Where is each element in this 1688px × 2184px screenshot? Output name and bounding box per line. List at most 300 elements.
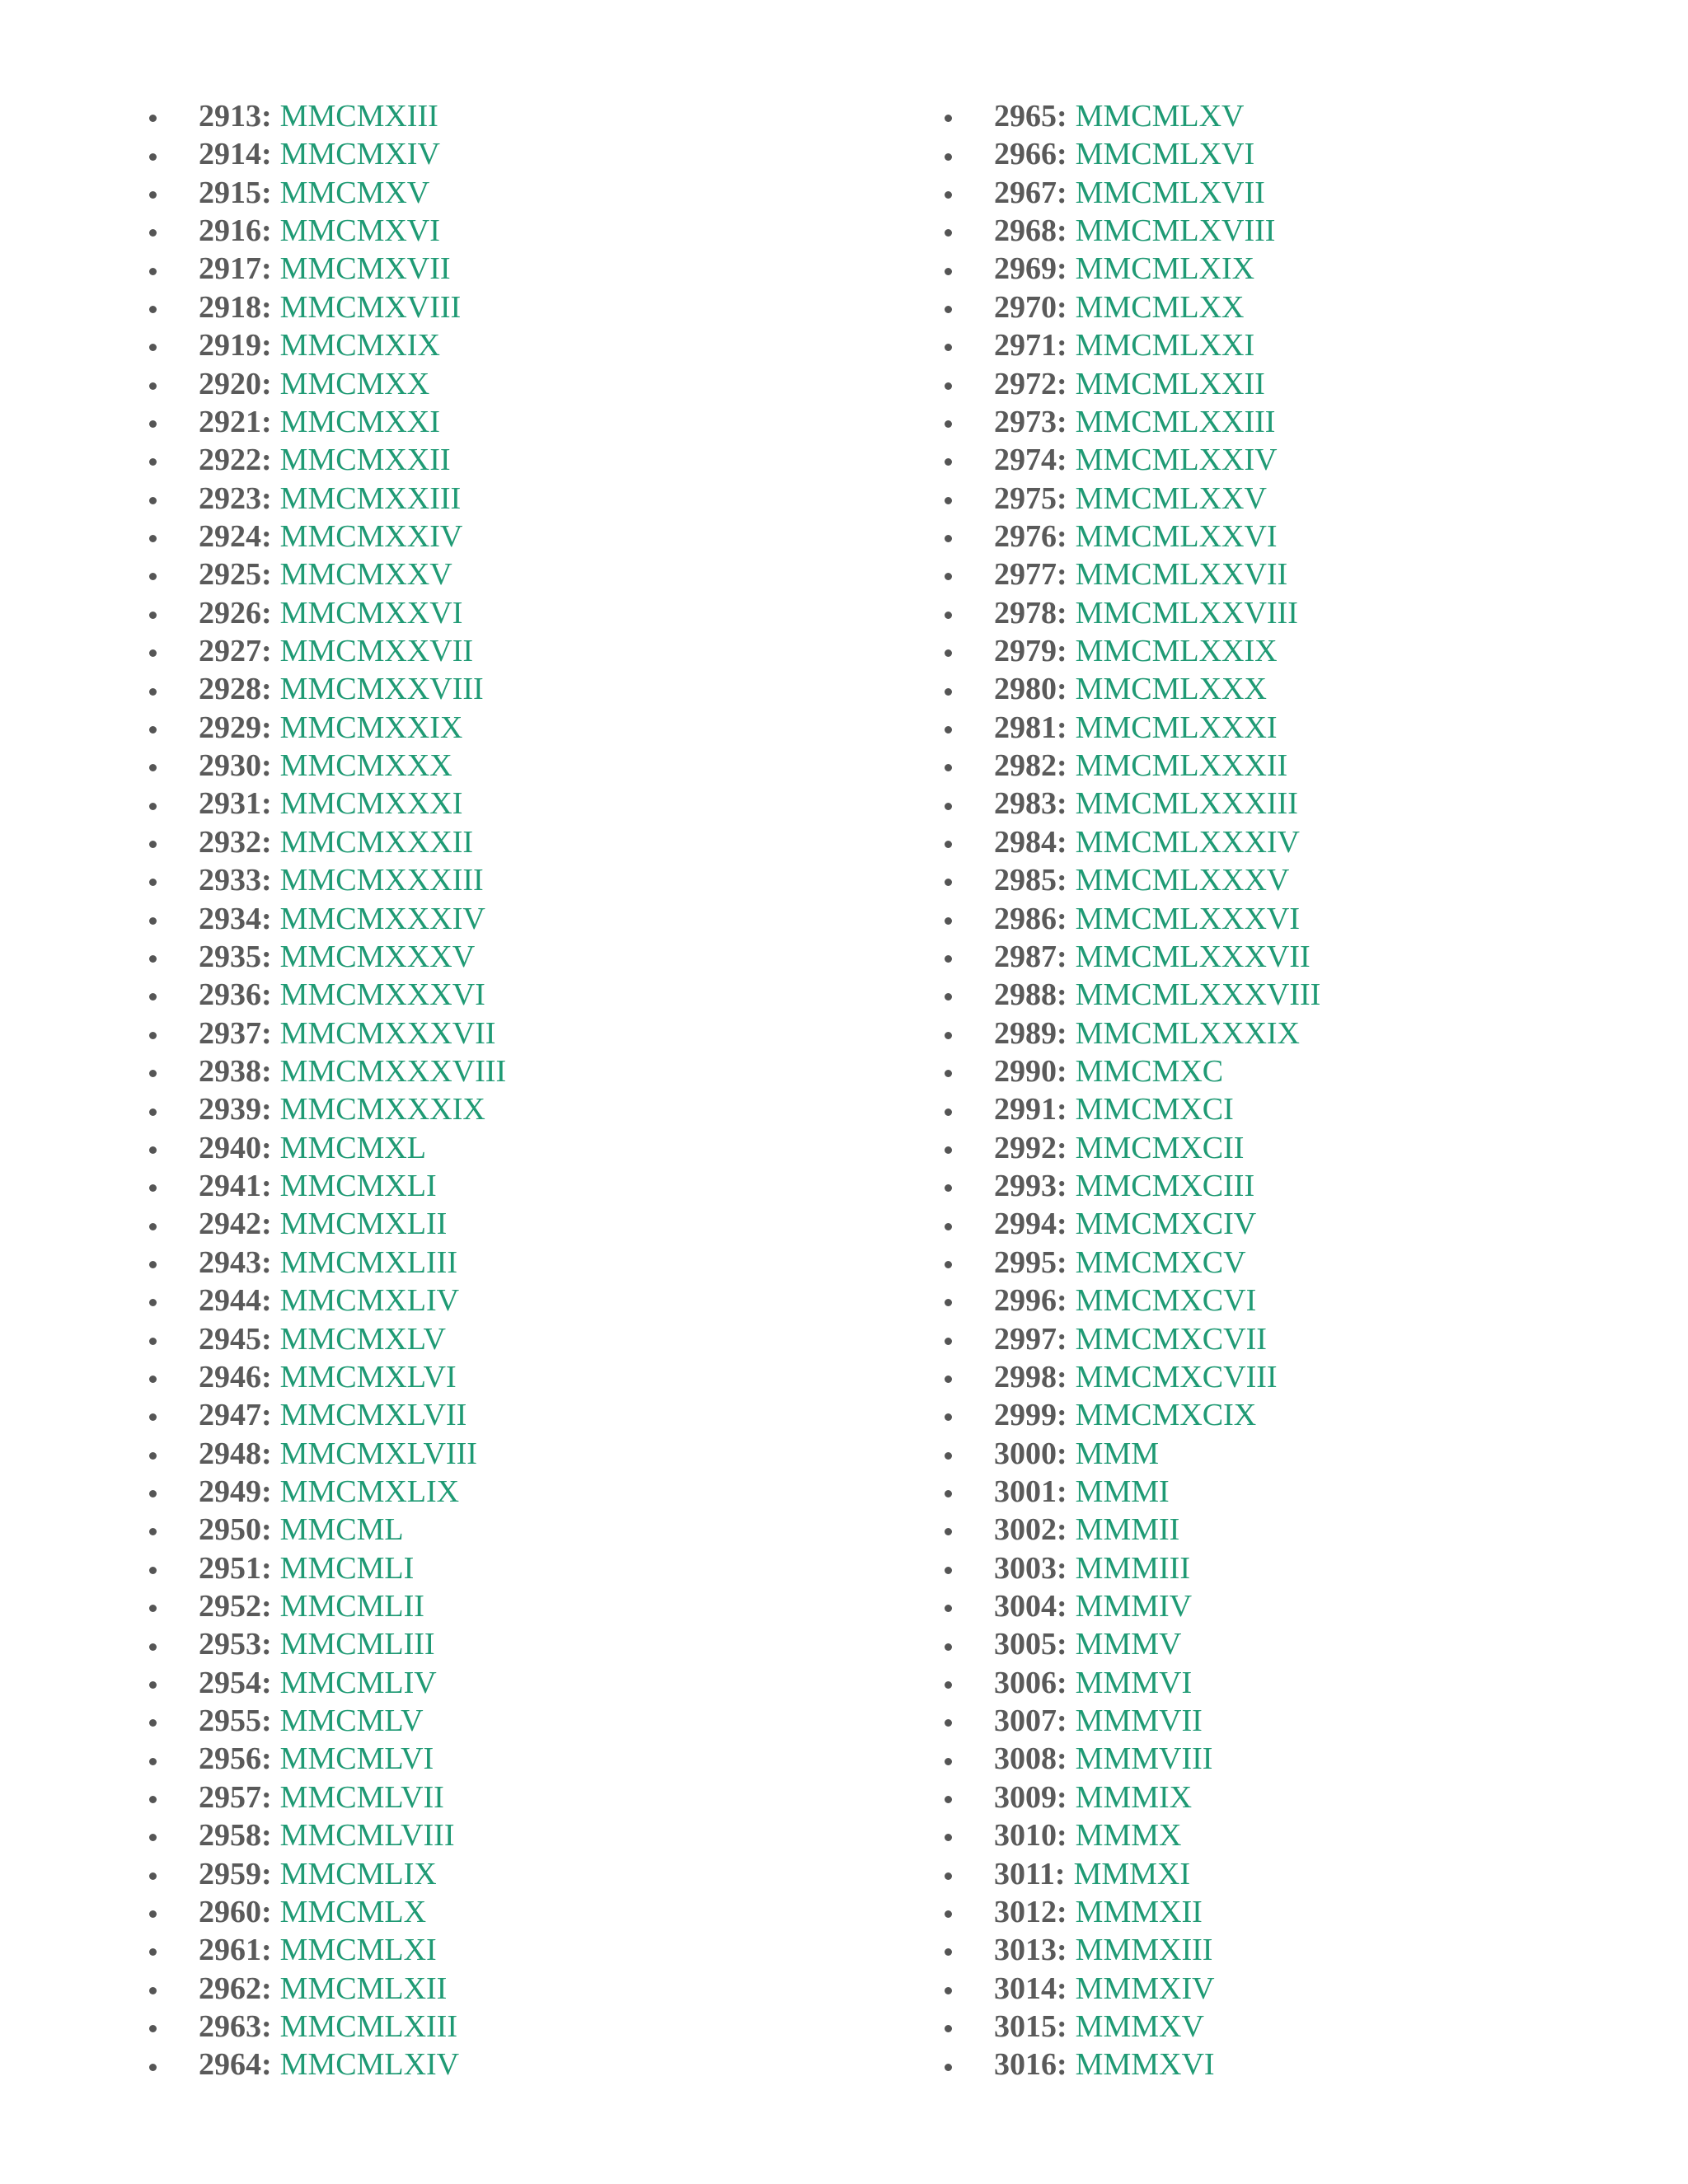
bullet-icon	[149, 1299, 157, 1306]
bullet-icon	[945, 1413, 952, 1421]
bullet-icon	[149, 2064, 157, 2071]
bullet-icon	[149, 115, 157, 122]
roman-numeral: MMCMXXXVII	[279, 1015, 496, 1051]
separator-colon: :	[261, 1359, 272, 1394]
roman-numeral: MMCMXXXIV	[279, 901, 485, 936]
separator-colon: :	[261, 939, 272, 974]
bullet-icon	[945, 1490, 952, 1497]
roman-numeral: MMCMXCIX	[1075, 1398, 1257, 1433]
list-item	[940, 1167, 1320, 1205]
roman-numeral: MMCMXIX	[279, 328, 440, 363]
bullet-icon	[149, 191, 157, 199]
arabic-number: 2927	[199, 634, 261, 669]
separator-colon: :	[1057, 99, 1067, 134]
list-item	[144, 1511, 506, 1549]
bullet-icon	[945, 1261, 952, 1268]
list-item	[144, 594, 506, 632]
roman-numeral: MMCMXXI	[279, 404, 440, 439]
roman-numeral: MMM	[1075, 1436, 1160, 1471]
roman-numeral: MMCMLXXVIII	[1075, 595, 1298, 630]
list-item	[940, 2008, 1320, 2046]
arabic-number: 2974	[994, 443, 1057, 478]
list-item	[940, 1931, 1320, 1969]
separator-colon: :	[261, 289, 272, 325]
bullet-icon	[945, 764, 952, 771]
roman-numeral: MMCMXXIX	[279, 710, 463, 745]
separator-colon: :	[261, 1971, 272, 2006]
roman-numeral: MMCMXCIII	[1075, 1169, 1255, 1204]
list-item	[144, 1205, 506, 1243]
arabic-number: 2963	[199, 2008, 261, 2044]
roman-numeral: MMCMXXXIX	[279, 1092, 485, 1127]
list-item	[144, 1702, 506, 1740]
bullet-icon	[149, 458, 157, 466]
bullet-icon	[945, 1872, 952, 1880]
arabic-number: 2964	[199, 2047, 261, 2083]
separator-colon: :	[261, 1818, 272, 1854]
list-item	[940, 1587, 1320, 1625]
bullet-icon	[945, 497, 952, 504]
arabic-number: 2987	[994, 939, 1057, 974]
arabic-number: 2960	[199, 1894, 261, 1929]
bullet-icon	[149, 1146, 157, 1154]
roman-numeral: MMMXII	[1075, 1894, 1203, 1929]
bullet-icon	[945, 1948, 952, 1956]
arabic-number: 2942	[199, 1207, 261, 1242]
separator-colon: :	[1057, 2047, 1067, 2083]
bullet-icon	[149, 1758, 157, 1765]
separator-colon: :	[1057, 404, 1067, 439]
arabic-number: 3014	[994, 1971, 1057, 2006]
bullet-icon	[149, 803, 157, 810]
list-item	[940, 1244, 1320, 1282]
bullet-icon	[945, 1108, 952, 1116]
list-item	[940, 1129, 1320, 1167]
roman-numeral: MMCMXLVI	[279, 1359, 457, 1394]
separator-colon: :	[1057, 175, 1067, 210]
arabic-number: 2932	[199, 824, 261, 860]
arabic-number: 2965	[994, 99, 1057, 134]
separator-colon: :	[261, 901, 272, 936]
separator-colon: :	[261, 2047, 272, 2083]
list-item	[940, 900, 1320, 938]
separator-colon: :	[261, 1933, 272, 1968]
roman-numeral: MMCMXXVI	[279, 595, 463, 630]
separator-colon: :	[1054, 1856, 1066, 1891]
list-item	[144, 174, 506, 212]
separator-colon: :	[1057, 1894, 1067, 1929]
separator-colon: :	[1057, 213, 1067, 249]
list-item	[144, 1931, 506, 1969]
roman-numeral: MMCMLXXXIX	[1075, 1015, 1301, 1051]
list-item	[144, 900, 506, 938]
numeral-list-left	[144, 97, 506, 2084]
roman-numeral: MMMIV	[1075, 1589, 1193, 1624]
separator-colon: :	[261, 213, 272, 249]
separator-colon: :	[1057, 977, 1067, 1013]
arabic-number: 2954	[199, 1665, 261, 1700]
list-item	[144, 2046, 506, 2083]
separator-colon: :	[261, 595, 272, 630]
arabic-number: 2933	[199, 863, 261, 898]
list-item	[144, 288, 506, 326]
separator-colon: :	[261, 1207, 272, 1242]
roman-numeral: MMCMXVIII	[279, 289, 462, 325]
arabic-number: 2914	[199, 137, 261, 172]
list-item	[144, 250, 506, 288]
roman-numeral: MMCMXXIV	[279, 518, 463, 554]
bullet-icon	[149, 1643, 157, 1651]
separator-colon: :	[261, 137, 272, 172]
separator-colon: :	[1057, 1512, 1067, 1548]
list-item	[144, 823, 506, 861]
list-item	[940, 1473, 1320, 1511]
bullet-icon	[945, 1528, 952, 1535]
bullet-icon	[149, 1796, 157, 1803]
bullet-icon	[149, 649, 157, 657]
bullet-icon	[149, 229, 157, 237]
separator-colon: :	[1057, 595, 1067, 630]
arabic-number: 2973	[994, 404, 1057, 439]
arabic-number: 2967	[994, 175, 1057, 210]
arabic-number: 2937	[199, 1015, 261, 1051]
arabic-number: 2959	[199, 1856, 261, 1891]
arabic-number: 2944	[199, 1283, 261, 1319]
separator-colon: :	[1057, 1550, 1067, 1586]
bullet-icon	[945, 1719, 952, 1727]
bullet-icon	[149, 1567, 157, 1574]
list-item	[940, 1855, 1320, 1893]
arabic-number: 2948	[199, 1436, 261, 1471]
bullet-icon	[945, 2064, 952, 2071]
roman-numeral: MMCMLXXXI	[1075, 710, 1278, 745]
arabic-number: 2919	[199, 328, 261, 363]
list-item	[144, 1167, 506, 1205]
separator-colon: :	[1057, 557, 1067, 593]
list-item	[940, 174, 1320, 212]
list-item	[940, 1435, 1320, 1473]
roman-numeral: MMCMXCVII	[1075, 1321, 1267, 1357]
list-item	[144, 632, 506, 670]
arabic-number: 2988	[994, 977, 1057, 1013]
bullet-icon	[945, 229, 952, 237]
list-item	[144, 1282, 506, 1319]
arabic-number: 2947	[199, 1398, 261, 1433]
bullet-icon	[149, 382, 157, 390]
arabic-number: 2976	[994, 518, 1057, 554]
roman-numeral: MMCMLXVIII	[1075, 213, 1276, 249]
separator-colon: :	[261, 863, 272, 898]
separator-colon: :	[1057, 1933, 1067, 1968]
list-item	[940, 518, 1320, 555]
arabic-number: 3008	[994, 1741, 1057, 1777]
roman-numeral: MMCMLXVI	[1075, 137, 1255, 172]
list-item	[144, 747, 506, 785]
arabic-number: 3003	[994, 1550, 1057, 1586]
arabic-number: 2930	[199, 748, 261, 784]
roman-numeral: MMMVII	[1075, 1704, 1203, 1739]
arabic-number: 2961	[199, 1933, 261, 1968]
arabic-number: 3004	[994, 1589, 1057, 1624]
list-item	[144, 135, 506, 173]
roman-numeral: MMCMXXIII	[279, 480, 462, 516]
list-item	[144, 1816, 506, 1854]
bullet-icon	[149, 879, 157, 886]
separator-colon: :	[261, 1704, 272, 1739]
list-item	[144, 1855, 506, 1893]
separator-colon: :	[1057, 1971, 1067, 2006]
roman-numeral: MMCMLXXXVI	[1075, 901, 1301, 936]
arabic-number: 2998	[994, 1359, 1057, 1394]
separator-colon: :	[1057, 1704, 1067, 1739]
bullet-icon	[945, 306, 952, 313]
arabic-number: 2921	[199, 404, 261, 439]
numeral-list-right	[940, 97, 1320, 2084]
bullet-icon	[149, 497, 157, 504]
bullet-icon	[945, 955, 952, 963]
list-item	[940, 365, 1320, 403]
roman-numeral: MMCMXXXV	[279, 939, 476, 974]
arabic-number: 2999	[994, 1398, 1057, 1433]
roman-numeral: MMCMXXXI	[279, 786, 463, 822]
roman-numeral: MMMXIV	[1075, 1971, 1215, 2006]
separator-colon: :	[1057, 480, 1067, 516]
separator-colon: :	[261, 1589, 272, 1624]
separator-colon: :	[261, 1321, 272, 1357]
arabic-number: 2956	[199, 1741, 261, 1777]
list-item	[144, 938, 506, 976]
arabic-number: 2925	[199, 557, 261, 593]
arabic-number: 2941	[199, 1169, 261, 1204]
arabic-number: 2946	[199, 1359, 261, 1394]
roman-numeral: MMCMLXXVII	[1075, 557, 1288, 593]
list-item	[144, 212, 506, 250]
arabic-number: 3002	[994, 1512, 1057, 1548]
list-item	[144, 785, 506, 823]
bullet-icon	[149, 688, 157, 696]
bullet-icon	[945, 1070, 952, 1077]
list-item	[144, 1549, 506, 1587]
separator-colon: :	[261, 366, 272, 401]
bullet-icon	[945, 1834, 952, 1841]
list-item	[940, 1282, 1320, 1319]
separator-colon: :	[261, 443, 272, 478]
roman-numeral: MMCMXC	[1075, 1053, 1224, 1089]
arabic-number: 2934	[199, 901, 261, 936]
bullet-icon	[149, 1070, 157, 1077]
bullet-icon	[149, 306, 157, 313]
separator-colon: :	[1057, 1627, 1067, 1662]
separator-colon: :	[261, 1474, 272, 1509]
bullet-icon	[945, 1376, 952, 1383]
bullet-icon	[945, 191, 952, 199]
list-item	[940, 1549, 1320, 1587]
list-item	[144, 1587, 506, 1625]
roman-numeral: MMCMXLIII	[279, 1244, 457, 1280]
roman-numeral: MMCMLXXXIV	[1075, 824, 1301, 860]
arabic-number: 3005	[994, 1627, 1057, 1662]
roman-numeral: MMCMLIII	[279, 1627, 435, 1662]
bullet-icon	[945, 115, 952, 122]
roman-numeral: MMCMXLIV	[279, 1283, 460, 1319]
list-item	[940, 1090, 1320, 1128]
list-item	[940, 976, 1320, 1014]
arabic-number: 2979	[994, 634, 1057, 669]
arabic-number: 2936	[199, 977, 261, 1013]
list-item	[144, 1740, 506, 1778]
list-item	[940, 441, 1320, 479]
arabic-number: 3007	[994, 1704, 1057, 1739]
list-item	[940, 2046, 1320, 2083]
separator-colon: :	[1057, 1130, 1067, 1165]
list-item	[144, 861, 506, 899]
arabic-number: 3006	[994, 1665, 1057, 1700]
roman-numeral: MMCML	[279, 1512, 404, 1548]
roman-numeral: MMCMXIII	[279, 99, 438, 134]
roman-numeral: MMMXIII	[1075, 1933, 1213, 1968]
separator-colon: :	[261, 1398, 272, 1433]
bullet-icon	[149, 1681, 157, 1689]
list-item	[144, 326, 506, 364]
arabic-number: 3012	[994, 1894, 1057, 1929]
list-item	[144, 1320, 506, 1358]
list-item	[144, 670, 506, 708]
arabic-number: 2996	[994, 1283, 1057, 1319]
bullet-icon	[945, 1681, 952, 1689]
separator-colon: :	[261, 1741, 272, 1777]
separator-colon: :	[1057, 748, 1067, 784]
bullet-icon	[149, 1452, 157, 1460]
list-item	[940, 1205, 1320, 1243]
arabic-number: 2940	[199, 1130, 261, 1165]
roman-numeral: MMMI	[1075, 1474, 1170, 1509]
list-item	[144, 1435, 506, 1473]
roman-numeral: MMCMLXI	[279, 1933, 437, 1968]
bullet-icon	[149, 573, 157, 580]
list-item	[940, 1358, 1320, 1396]
bullet-icon	[945, 649, 952, 657]
separator-colon: :	[261, 977, 272, 1013]
bullet-icon	[945, 573, 952, 580]
separator-colon: :	[1057, 518, 1067, 554]
separator-colon: :	[1057, 1359, 1067, 1394]
separator-colon: :	[261, 1130, 272, 1165]
separator-colon: :	[261, 672, 272, 707]
separator-colon: :	[261, 1512, 272, 1548]
list-item	[144, 1625, 506, 1663]
roman-numeral: MMCMXXV	[279, 557, 452, 593]
bullet-icon	[945, 1032, 952, 1039]
arabic-number: 2985	[994, 863, 1057, 898]
list-item	[940, 1052, 1320, 1090]
list-item	[940, 861, 1320, 899]
separator-colon: :	[261, 1550, 272, 1586]
separator-colon: :	[1057, 328, 1067, 363]
arabic-number: 2968	[994, 213, 1057, 249]
arabic-number: 2995	[994, 1244, 1057, 1280]
arabic-number: 2989	[994, 1015, 1057, 1051]
arabic-number: 2917	[199, 251, 261, 287]
list-item	[144, 480, 506, 518]
separator-colon: :	[261, 251, 272, 287]
roman-numeral: MMCMLXXVI	[1075, 518, 1278, 554]
bullet-icon	[149, 955, 157, 963]
bullet-icon	[945, 1338, 952, 1345]
bullet-icon	[149, 153, 157, 161]
separator-colon: :	[1057, 1053, 1067, 1089]
list-item	[940, 670, 1320, 708]
separator-colon: :	[261, 748, 272, 784]
separator-colon: :	[261, 518, 272, 554]
list-item	[940, 97, 1320, 135]
list-item	[940, 1702, 1320, 1740]
list-item	[940, 480, 1320, 518]
roman-numeral: MMCMLXVII	[1075, 175, 1265, 210]
roman-numeral: MMCMLXV	[1075, 99, 1245, 134]
arabic-number: 2945	[199, 1321, 261, 1357]
arabic-number: 2969	[994, 251, 1057, 287]
list-item	[940, 1779, 1320, 1816]
arabic-number: 2993	[994, 1169, 1057, 1204]
separator-colon: :	[1057, 901, 1067, 936]
arabic-number: 2962	[199, 1971, 261, 2006]
roman-numeral: MMMX	[1075, 1818, 1182, 1854]
roman-numeral: MMCMXLIX	[279, 1474, 460, 1509]
list-item	[144, 2008, 506, 2046]
list-item	[144, 365, 506, 403]
arabic-number: 2975	[994, 480, 1057, 516]
list-item	[144, 709, 506, 747]
separator-colon: :	[261, 1627, 272, 1662]
list-item	[940, 212, 1320, 250]
roman-numeral: MMCMLXXXII	[1075, 748, 1288, 784]
arabic-number: 2970	[994, 289, 1057, 325]
separator-colon: :	[261, 786, 272, 822]
arabic-number: 2980	[994, 672, 1057, 707]
separator-colon: :	[1057, 1779, 1067, 1815]
bullet-icon	[945, 1796, 952, 1803]
separator-colon: :	[1057, 1436, 1067, 1471]
roman-numeral: MMCMXLVII	[279, 1398, 467, 1433]
list-item	[940, 938, 1320, 976]
arabic-number: 2923	[199, 480, 261, 516]
bullet-icon	[149, 1338, 157, 1345]
separator-colon: :	[261, 480, 272, 516]
list-item	[940, 594, 1320, 632]
list-item	[940, 1015, 1320, 1052]
separator-colon: :	[1057, 1589, 1067, 1624]
bullet-icon	[149, 1719, 157, 1727]
separator-colon: :	[261, 328, 272, 363]
bullet-icon	[149, 612, 157, 619]
bullet-icon	[945, 153, 952, 161]
roman-numeral: MMCMXXXVIII	[279, 1053, 507, 1089]
separator-colon: :	[1057, 1474, 1067, 1509]
roman-numeral: MMMXI	[1073, 1856, 1191, 1891]
roman-numeral: MMCMXLVIII	[279, 1436, 477, 1471]
list-item	[144, 1015, 506, 1052]
roman-numeral: MMCMXXX	[279, 748, 452, 784]
separator-colon: :	[261, 2008, 272, 2044]
separator-colon: :	[1057, 1321, 1067, 1357]
arabic-number: 3009	[994, 1779, 1057, 1815]
list-item	[144, 97, 506, 135]
arabic-number: 2922	[199, 443, 261, 478]
list-item	[940, 1396, 1320, 1434]
list-item	[940, 326, 1320, 364]
roman-numeral: MMMII	[1075, 1512, 1180, 1548]
bullet-icon	[945, 535, 952, 542]
